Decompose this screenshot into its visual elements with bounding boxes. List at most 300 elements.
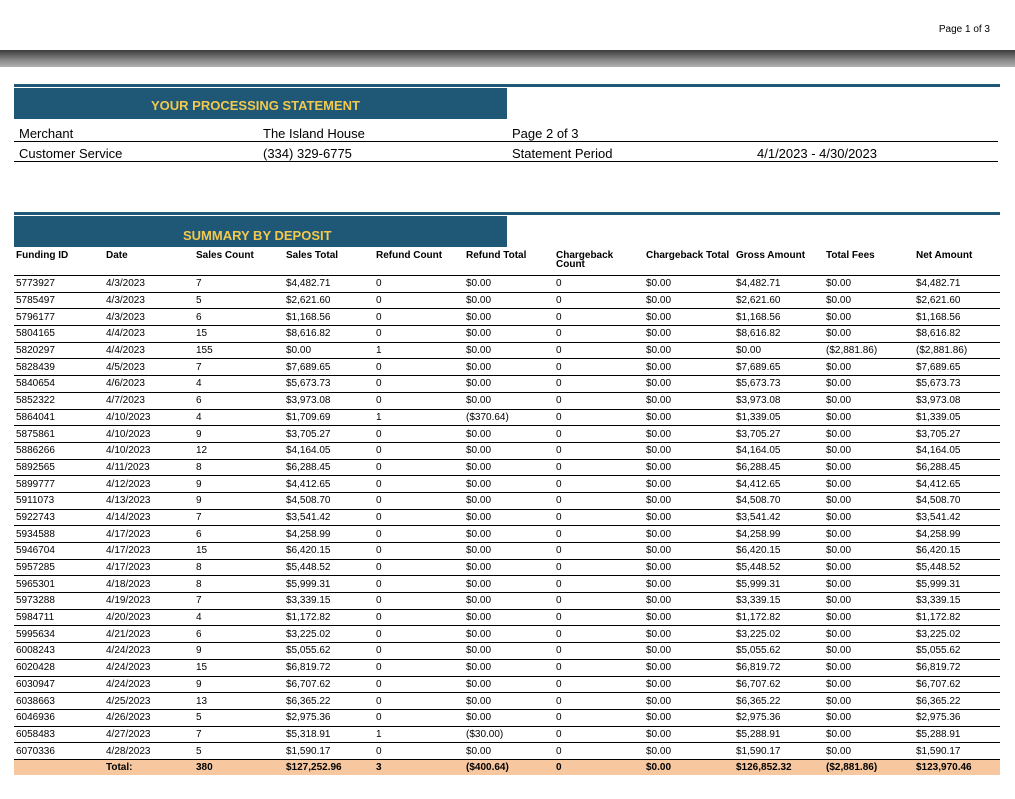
header-band <box>0 50 1015 67</box>
table-cell: $0.00 <box>824 376 914 393</box>
table-row <box>14 509 1000 526</box>
table-cell: 6058483 <box>14 726 104 743</box>
table-cell: $0.00 <box>644 609 734 626</box>
table-cell: 0 <box>374 659 464 676</box>
table-cell: 0 <box>374 292 464 309</box>
table-cell: $0.00 <box>644 659 734 676</box>
table-cell: $0.00 <box>464 643 554 660</box>
table-cell: 4/17/2023 <box>104 543 194 560</box>
table-cell: $7,689.65 <box>914 359 1000 376</box>
table-row <box>14 626 1000 643</box>
table-cell: 4/3/2023 <box>104 309 194 326</box>
table-cell: $2,975.36 <box>914 709 1000 726</box>
table-cell: $0.00 <box>284 342 374 359</box>
table-cell: 5984711 <box>14 609 104 626</box>
table-cell: $0.00 <box>464 693 554 710</box>
table-cell: 6 <box>194 626 284 643</box>
table-cell: $5,318.91 <box>284 726 374 743</box>
table-cell: $6,288.45 <box>284 459 374 476</box>
table-cell: $5,448.52 <box>284 559 374 576</box>
table-cell: 0 <box>374 492 464 509</box>
table-cell: $5,999.31 <box>914 576 1000 593</box>
table-cell: $0.00 <box>464 676 554 693</box>
table-cell: $0.00 <box>824 676 914 693</box>
table-cell: 0 <box>554 593 644 610</box>
table-row <box>14 492 1000 509</box>
table-cell: 9 <box>194 426 284 443</box>
table-cell: 4/17/2023 <box>104 526 194 543</box>
table-cell: $0.00 <box>644 526 734 543</box>
col-chargeback-total: Chargeback Total <box>644 248 734 276</box>
table-cell: 0 <box>554 559 644 576</box>
table-cell: 4/17/2023 <box>104 559 194 576</box>
table-cell: $0.00 <box>644 709 734 726</box>
table-cell: 0 <box>554 643 644 660</box>
col-total-fees: Total Fees <box>824 248 914 276</box>
customer-service-phone: (334) 329-6775 <box>263 146 352 161</box>
table-row <box>14 392 1000 409</box>
table-cell: 4/10/2023 <box>104 426 194 443</box>
table-cell: $0.00 <box>824 526 914 543</box>
total-cell: ($400.64) <box>464 759 554 775</box>
table-cell: $4,482.71 <box>914 276 1000 293</box>
table-cell: ($2,881.86) <box>914 342 1000 359</box>
table-cell: 0 <box>554 409 644 426</box>
table-cell: $3,541.42 <box>284 509 374 526</box>
table-row <box>14 309 1000 326</box>
table-cell: $6,420.15 <box>284 543 374 560</box>
table-cell: 4/27/2023 <box>104 726 194 743</box>
table-cell: $0.00 <box>464 376 554 393</box>
col-refund-total: Refund Total <box>464 248 554 276</box>
table-cell: $3,225.02 <box>734 626 824 643</box>
table-cell: $0.00 <box>644 676 734 693</box>
table-cell: $0.00 <box>644 559 734 576</box>
table-cell: 6 <box>194 526 284 543</box>
table-cell: $5,673.73 <box>914 376 1000 393</box>
table-cell: 0 <box>374 476 464 493</box>
table-cell: 0 <box>554 426 644 443</box>
table-cell: $5,999.31 <box>284 576 374 593</box>
table-cell: 0 <box>554 709 644 726</box>
table-cell: $6,420.15 <box>914 543 1000 560</box>
table-row <box>14 609 1000 626</box>
table-cell: $4,164.05 <box>914 442 1000 459</box>
total-label: Total: <box>104 759 194 775</box>
table-cell: 0 <box>374 576 464 593</box>
col-gross-amount: Gross Amount <box>734 248 824 276</box>
merchant-rule-left <box>14 141 507 142</box>
table-cell: $2,621.60 <box>284 292 374 309</box>
table-cell: 0 <box>554 743 644 760</box>
table-cell: $4,412.65 <box>284 476 374 493</box>
table-cell: 4/19/2023 <box>104 593 194 610</box>
table-cell: 0 <box>554 526 644 543</box>
table-cell: $0.00 <box>644 376 734 393</box>
table-cell: 5804165 <box>14 326 104 343</box>
table-cell: $5,055.62 <box>914 643 1000 660</box>
merchant-name: The Island House <box>263 126 365 141</box>
table-cell: $0.00 <box>464 593 554 610</box>
table-cell: 5785497 <box>14 292 104 309</box>
table-cell: 0 <box>554 342 644 359</box>
table-cell: $3,339.15 <box>734 593 824 610</box>
table-cell: 4/12/2023 <box>104 476 194 493</box>
table-cell: $0.00 <box>644 426 734 443</box>
total-row <box>14 759 1000 775</box>
table-cell: 0 <box>554 276 644 293</box>
table-cell: $0.00 <box>464 709 554 726</box>
table-row <box>14 292 1000 309</box>
table-cell: 0 <box>374 509 464 526</box>
table-cell: $3,339.15 <box>284 593 374 610</box>
table-cell: 7 <box>194 359 284 376</box>
table-cell: 8 <box>194 576 284 593</box>
table-cell: $0.00 <box>644 509 734 526</box>
deposit-summary-table <box>14 248 1000 775</box>
table-cell: $0.00 <box>464 743 554 760</box>
table-cell: $0.00 <box>824 609 914 626</box>
table-cell: 0 <box>374 376 464 393</box>
table-cell: 4/11/2023 <box>104 459 194 476</box>
table-cell: 5875861 <box>14 426 104 443</box>
table-cell: 5892565 <box>14 459 104 476</box>
table-cell: $1,590.17 <box>914 743 1000 760</box>
table-cell: 4/10/2023 <box>104 409 194 426</box>
table-cell: 4/4/2023 <box>104 326 194 343</box>
table-cell: $4,482.71 <box>284 276 374 293</box>
table-cell: $0.00 <box>644 326 734 343</box>
table-row <box>14 359 1000 376</box>
table-row <box>14 543 1000 560</box>
table-cell: $1,590.17 <box>284 743 374 760</box>
table-cell: $4,258.99 <box>914 526 1000 543</box>
table-cell: 9 <box>194 643 284 660</box>
table-cell: 4/6/2023 <box>104 376 194 393</box>
table-cell: 4/28/2023 <box>104 743 194 760</box>
table-cell: $2,975.36 <box>734 709 824 726</box>
table-cell: $6,819.72 <box>914 659 1000 676</box>
col-funding-id: Funding ID <box>14 248 104 276</box>
table-cell: 6 <box>194 309 284 326</box>
total-cell: $126,852.32 <box>734 759 824 775</box>
table-cell: 0 <box>554 326 644 343</box>
table-cell: ($2,881.86) <box>824 342 914 359</box>
table-cell: 0 <box>554 442 644 459</box>
table-cell: 4/26/2023 <box>104 709 194 726</box>
table-row <box>14 709 1000 726</box>
table-cell: $0.00 <box>464 526 554 543</box>
table-cell: $6,707.62 <box>914 676 1000 693</box>
table-cell: 5965301 <box>14 576 104 593</box>
statement-period-label: Statement Period <box>512 146 613 161</box>
table-cell: 0 <box>554 492 644 509</box>
table-cell: 0 <box>374 643 464 660</box>
table-cell: 6030947 <box>14 676 104 693</box>
table-cell: 0 <box>554 543 644 560</box>
table-cell: 4/14/2023 <box>104 509 194 526</box>
table-cell: 0 <box>374 359 464 376</box>
table-cell: $5,055.62 <box>734 643 824 660</box>
table-cell: $0.00 <box>644 726 734 743</box>
table-cell: $0.00 <box>464 492 554 509</box>
table-cell: 1 <box>374 726 464 743</box>
table-cell: $0.00 <box>824 626 914 643</box>
table-cell: $6,288.45 <box>914 459 1000 476</box>
table-cell: $0.00 <box>644 459 734 476</box>
table-cell: $0.00 <box>464 626 554 643</box>
table-cell: 0 <box>374 609 464 626</box>
table-cell: 5886266 <box>14 442 104 459</box>
table-cell: 5852322 <box>14 392 104 409</box>
table-row <box>14 476 1000 493</box>
table-row <box>14 693 1000 710</box>
table-cell: 4/3/2023 <box>104 276 194 293</box>
table-cell: 4/13/2023 <box>104 492 194 509</box>
table-cell: 5840654 <box>14 376 104 393</box>
table-cell: 6 <box>194 392 284 409</box>
table-cell: $0.00 <box>464 426 554 443</box>
table-cell: 0 <box>554 292 644 309</box>
table-cell: 0 <box>374 326 464 343</box>
table-row <box>14 643 1000 660</box>
table-cell: $7,689.65 <box>734 359 824 376</box>
table-cell: 4 <box>194 376 284 393</box>
table-cell: ($30.00) <box>464 726 554 743</box>
table-cell: $1,339.05 <box>914 409 1000 426</box>
table-cell: $1,172.82 <box>914 609 1000 626</box>
table-cell: $0.00 <box>824 359 914 376</box>
table-cell: 0 <box>554 659 644 676</box>
table-cell: $8,616.82 <box>734 326 824 343</box>
table-cell: $2,621.60 <box>914 292 1000 309</box>
table-cell: 5 <box>194 292 284 309</box>
table-cell: $0.00 <box>464 459 554 476</box>
table-cell: 4/24/2023 <box>104 659 194 676</box>
table-cell: $0.00 <box>824 576 914 593</box>
table-cell: $0.00 <box>644 292 734 309</box>
table-cell: $1,172.82 <box>734 609 824 626</box>
table-cell: 0 <box>554 693 644 710</box>
table-cell: $4,508.70 <box>284 492 374 509</box>
table-row <box>14 326 1000 343</box>
table-cell: 0 <box>374 543 464 560</box>
table-cell: 5911073 <box>14 492 104 509</box>
table-header-row <box>14 248 1000 276</box>
table-cell: 15 <box>194 543 284 560</box>
total-cell: 380 <box>194 759 284 775</box>
table-cell: $0.00 <box>824 659 914 676</box>
table-cell: $0.00 <box>824 743 914 760</box>
total-cell: 3 <box>374 759 464 775</box>
table-cell: $0.00 <box>464 659 554 676</box>
customer-service-label: Customer Service <box>19 146 123 161</box>
col-net-amount: Net Amount <box>914 248 1000 276</box>
col-sales-count: Sales Count <box>194 248 284 276</box>
table-cell: $0.00 <box>464 559 554 576</box>
table-cell: $0.00 <box>824 392 914 409</box>
table-cell: $7,689.65 <box>284 359 374 376</box>
table-cell: 4/10/2023 <box>104 442 194 459</box>
table-cell: $0.00 <box>464 392 554 409</box>
table-cell: $0.00 <box>824 559 914 576</box>
table-cell: $0.00 <box>644 442 734 459</box>
table-cell: $0.00 <box>644 309 734 326</box>
table-cell: $1,168.56 <box>734 309 824 326</box>
table-cell: 15 <box>194 326 284 343</box>
table-row <box>14 409 1000 426</box>
table-cell: 0 <box>374 442 464 459</box>
table-cell: $3,705.27 <box>284 426 374 443</box>
table-row <box>14 659 1000 676</box>
table-cell: $0.00 <box>464 276 554 293</box>
table-cell: 0 <box>374 676 464 693</box>
table-cell: 0 <box>374 426 464 443</box>
table-cell: $0.00 <box>824 459 914 476</box>
table-cell: $0.00 <box>644 392 734 409</box>
table-cell: 0 <box>374 743 464 760</box>
table-cell: $6,707.62 <box>284 676 374 693</box>
table-cell: $0.00 <box>464 576 554 593</box>
table-cell: 5922743 <box>14 509 104 526</box>
table-cell: $4,258.99 <box>734 526 824 543</box>
table-cell: $1,339.05 <box>734 409 824 426</box>
table-cell: 0 <box>554 676 644 693</box>
table-cell: $0.00 <box>644 576 734 593</box>
table-cell: $0.00 <box>824 709 914 726</box>
table-cell: $3,973.08 <box>914 392 1000 409</box>
table-cell: 0 <box>554 459 644 476</box>
table-cell: $0.00 <box>644 543 734 560</box>
table-cell: 15 <box>194 659 284 676</box>
table-cell: 1 <box>374 409 464 426</box>
table-row <box>14 676 1000 693</box>
table-cell: $0.00 <box>824 409 914 426</box>
table-cell: 0 <box>554 609 644 626</box>
table-row <box>14 743 1000 760</box>
service-rule-left <box>14 161 507 162</box>
table-cell: 5773927 <box>14 276 104 293</box>
table-cell: 5864041 <box>14 409 104 426</box>
table-cell: $3,705.27 <box>914 426 1000 443</box>
table-row <box>14 593 1000 610</box>
statement-period-value: 4/1/2023 - 4/30/2023 <box>757 146 877 161</box>
table-cell: $0.00 <box>824 726 914 743</box>
table-cell: 155 <box>194 342 284 359</box>
table-row <box>14 559 1000 576</box>
table-cell: $4,508.70 <box>914 492 1000 509</box>
table-cell: 5828439 <box>14 359 104 376</box>
table-cell: $6,365.22 <box>914 693 1000 710</box>
table-cell: $0.00 <box>644 693 734 710</box>
table-cell: $0.00 <box>464 609 554 626</box>
table-cell: 5796177 <box>14 309 104 326</box>
table-cell: 0 <box>374 559 464 576</box>
table-cell: 7 <box>194 509 284 526</box>
table-cell: 4/18/2023 <box>104 576 194 593</box>
table-cell: 4/20/2023 <box>104 609 194 626</box>
table-cell: 4/3/2023 <box>104 292 194 309</box>
table-cell: 6020428 <box>14 659 104 676</box>
table-cell: 4/24/2023 <box>104 676 194 693</box>
table-cell: $5,673.73 <box>284 376 374 393</box>
table-cell: $1,172.82 <box>284 609 374 626</box>
table-row <box>14 526 1000 543</box>
statement-title: YOUR PROCESSING STATEMENT <box>151 98 360 113</box>
table-cell: 5995634 <box>14 626 104 643</box>
table-cell: $0.00 <box>464 442 554 459</box>
table-cell: $1,709.69 <box>284 409 374 426</box>
col-sales-total: Sales Total <box>284 248 374 276</box>
table-cell: $3,225.02 <box>284 626 374 643</box>
page-of-label: Page 2 of 3 <box>512 126 579 141</box>
total-cell: $123,970.46 <box>914 759 1000 775</box>
table-row <box>14 726 1000 743</box>
table-cell: 13 <box>194 693 284 710</box>
table-cell: 5934588 <box>14 526 104 543</box>
table-cell: $5,999.31 <box>734 576 824 593</box>
table-cell: 5946704 <box>14 543 104 560</box>
table-cell: 1 <box>374 342 464 359</box>
table-cell: $6,819.72 <box>734 659 824 676</box>
table-cell: $0.00 <box>464 476 554 493</box>
table-cell: $3,339.15 <box>914 593 1000 610</box>
table-cell: 12 <box>194 442 284 459</box>
table-cell: 9 <box>194 476 284 493</box>
table-cell: 5820297 <box>14 342 104 359</box>
service-rule-right <box>507 161 998 162</box>
table-row <box>14 576 1000 593</box>
table-row <box>14 459 1000 476</box>
table-cell: 5957285 <box>14 559 104 576</box>
table-cell: 9 <box>194 676 284 693</box>
page-number: Page 1 of 3 <box>938 24 990 35</box>
table-cell: $8,616.82 <box>284 326 374 343</box>
table-cell: $0.00 <box>824 292 914 309</box>
table-cell: 0 <box>554 359 644 376</box>
col-date: Date <box>104 248 194 276</box>
table-cell: $0.00 <box>644 743 734 760</box>
table-cell: $0.00 <box>824 492 914 509</box>
table-cell: $0.00 <box>824 309 914 326</box>
table-cell: $0.00 <box>824 693 914 710</box>
summary-title: SUMMARY BY DEPOSIT <box>183 228 332 243</box>
total-cell <box>14 759 104 775</box>
total-cell: $127,252.96 <box>284 759 374 775</box>
table-cell: $4,482.71 <box>734 276 824 293</box>
table-cell: $0.00 <box>464 359 554 376</box>
table-cell: $0.00 <box>644 276 734 293</box>
table-cell: 0 <box>374 626 464 643</box>
total-cell: 0 <box>554 759 644 775</box>
table-cell: 4/25/2023 <box>104 693 194 710</box>
summary-header-rule <box>14 212 1000 215</box>
table-cell: $3,541.42 <box>734 509 824 526</box>
table-row <box>14 276 1000 293</box>
table-cell: $0.00 <box>824 509 914 526</box>
table-cell: 0 <box>554 726 644 743</box>
table-cell: 8 <box>194 559 284 576</box>
table-cell: 0 <box>374 459 464 476</box>
table-cell: $4,258.99 <box>284 526 374 543</box>
table-cell: 0 <box>554 309 644 326</box>
table-cell: $0.00 <box>464 292 554 309</box>
table-cell: $5,055.62 <box>284 643 374 660</box>
table-cell: $0.00 <box>644 409 734 426</box>
merchant-rule-right <box>507 141 998 142</box>
table-cell: $5,448.52 <box>734 559 824 576</box>
table-cell: 0 <box>554 376 644 393</box>
